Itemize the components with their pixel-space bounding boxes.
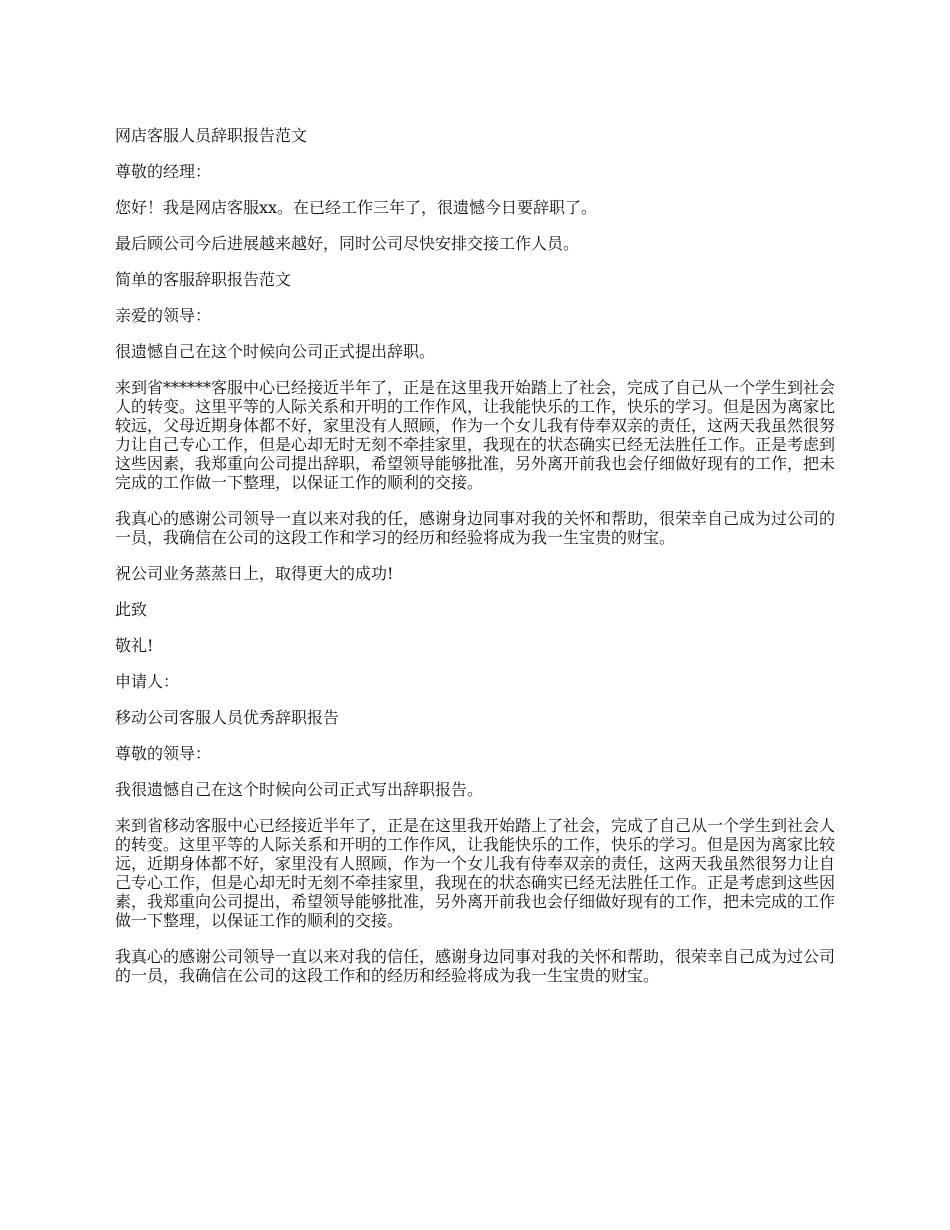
paragraph: 您好！我是网店客服xx。在已经工作三年了，很遗憾今日要辞职了。 (115, 198, 598, 217)
paragraph: 最后顾公司今后进展越来越好，同时公司尽快安排交接工作人员。 (115, 234, 580, 253)
salutation: 亲爱的领导： (115, 306, 212, 325)
paragraph: 我真心的感谢公司领导一直以来对我的任，感谢身边同事对我的关怀和帮助，很荣幸自己成为过公司的一员，我确信在公司的这段工作和学习的经历和经验将成为我一生宝贵的财宝。 (115, 509, 836, 547)
paragraph: 我真心的感谢公司领导一直以来对我的信任，感谢身边同事对我的关怀和帮助，很荣幸自己成为过公司的一员，我确信在公司的这段工作和的经历和经验将成为我一生宝贵的财宝。 (115, 947, 836, 985)
closing-line: 敬礼! (115, 636, 154, 655)
document-body (115, 126, 845, 1002)
document-title: 网店客服人员辞职报告范文 (115, 126, 308, 145)
paragraph: 来到省******客服中心已经接近半年了，正是在这里我开始踏上了社会，完成了自己从一个学生到社会人的转变。这里平等的人际关系和开明的工作作风，让我能快乐的工作，快乐的学习。但是因为离家比较远，父母近期身体都不好，家里没有人照顾，作为一个女儿我有侍奉双亲的责任，这两天我虽然很努力让自己专心工作，但是心却无时无刻不牵挂家里，我现在的状态确实已经无法胜任工作。正是考虑到这些因素，我郑重向公司提出辞职，希望领导能够批准，另外离开前我也会仔细做好现有的工作，把未完成的工作做一下整理，以保证工作的顺利的交接。 (115, 378, 836, 492)
paragraph: 来到省移动客服中心已经接近半年了，正是在这里我开始踏上了社会，完成了自己从一个学生到社会人的转变。这里平等的人际关系和开明的工作作风，让我能快乐的工作，快乐的学习。但是因为离家比较远，近期身体都不好，家里没有人照顾，作为一个女儿我有侍奉双亲的责任，这两天我虽然很努力让自己专心工作，但是心却无时无刻不牵挂家里，我现在的状态确实已经无法胜任工作。正是考虑到这些因素，我郑重向公司提出，希望领导能够批准，另外离开前我也会仔细做好现有的工作，把未完成的工作做一下整理，以保证工作的顺利的交接。 (115, 816, 836, 930)
paragraph: 很遗憾自己在这个时候向公司正式提出辞职。 (115, 342, 436, 361)
paragraph: 祝公司业务蒸蒸日上，取得更大的成功! (115, 564, 394, 583)
section-title: 简单的客服辞职报告范文 (115, 270, 292, 289)
salutation: 尊敬的领导： (115, 744, 212, 763)
section-title: 移动公司客服人员优秀辞职报告 (115, 708, 340, 727)
closing-line: 此致 (115, 600, 148, 619)
salutation: 尊敬的经理： (115, 162, 212, 181)
signature-label: 申请人： (115, 672, 180, 691)
paragraph: 我很遗憾自己在这个时候向公司正式写出辞职报告。 (115, 780, 484, 799)
